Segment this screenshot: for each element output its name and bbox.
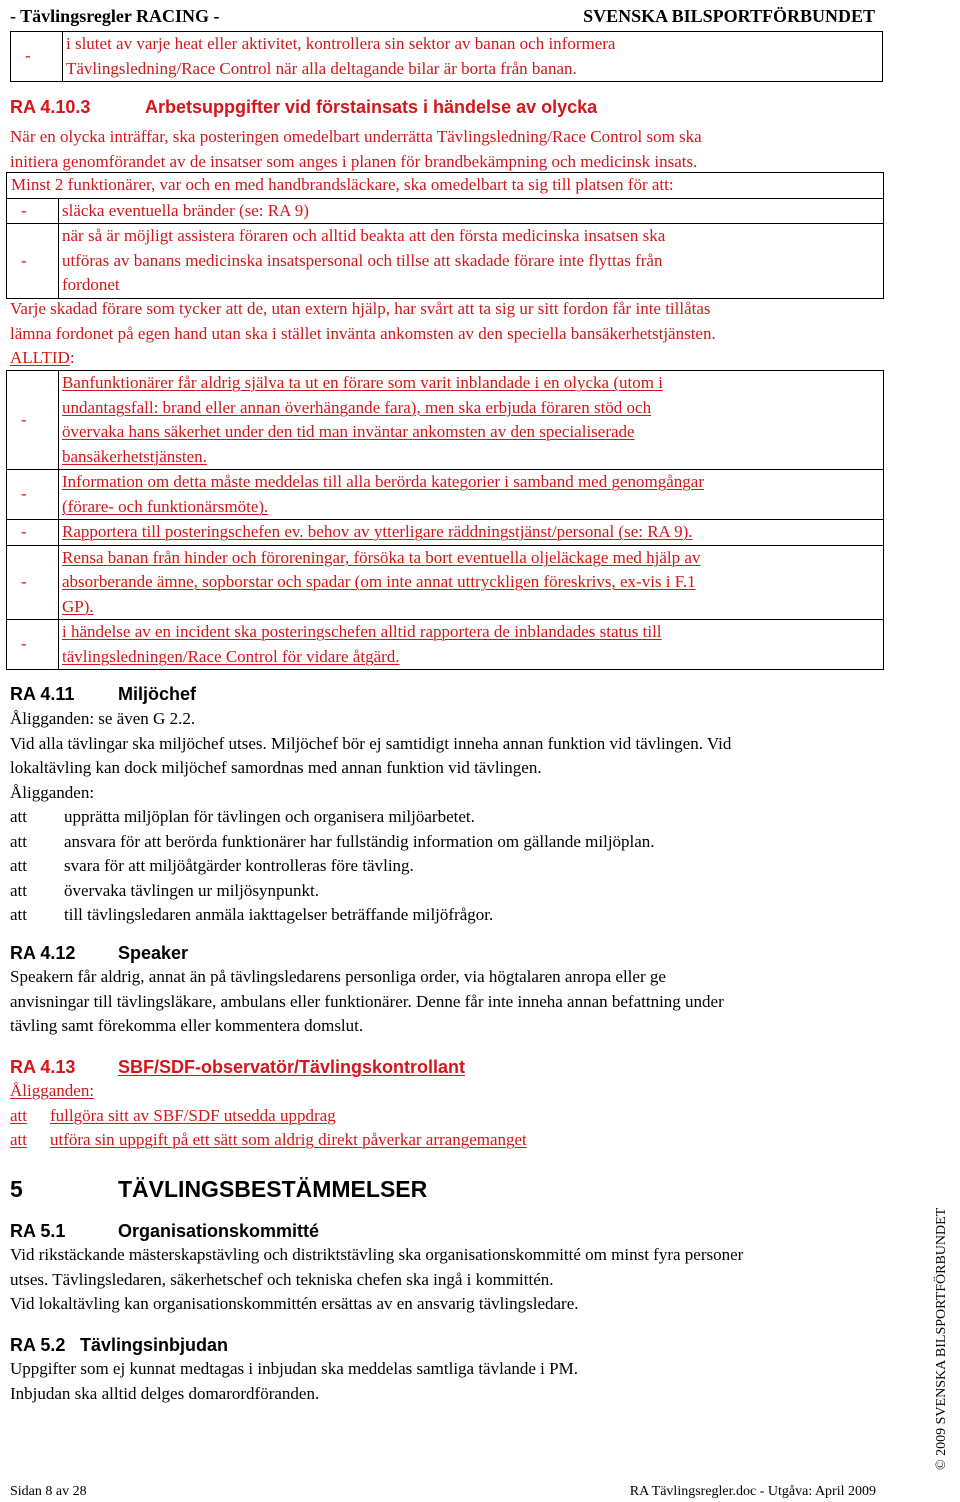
section-number: RA 4.12 [10, 943, 76, 963]
att-word: att [10, 831, 27, 851]
att-text: fullgöra sitt av SBF/SDF utsedda uppdrag [50, 1105, 336, 1125]
text-line: Banfunktionärer får aldrig själva ta ut en förare som varit inblandade i en olycka (utom i [62, 373, 663, 392]
text-line: Rensa banan från hinder och föroreningar, försöka ta bort eventuella oljeläckage med hjälp av [62, 547, 701, 567]
chapter-title: TÄVLINGSBESTÄMMELSER [118, 1176, 428, 1202]
footer-document-info: RA Tävlingsregler.doc - Utgåva: April 2009 [629, 1484, 876, 1499]
page-header [10, 4, 875, 28]
list-dash: - [7, 198, 59, 224]
text-line: Information om detta måste meddelas till alla berörda kategorier i samband med genomgångar [62, 472, 704, 491]
text-line: Åligganden: [10, 1081, 95, 1100]
att-item [10, 805, 910, 830]
section-intro [10, 125, 910, 174]
section-heading-51 [10, 1219, 319, 1244]
att-word: att [10, 807, 27, 826]
section-number: RA 4.13 [10, 1057, 76, 1077]
section-number: RA 4.11 [10, 684, 75, 704]
text-line: Speakern får aldrig, annat än på tävlingsledarens personliga order, via högtalaren anropa eller ge [10, 967, 666, 986]
side-copyright-text: © 2009 SVENSKA BILSPORTFÖRBUNDET [934, 1207, 949, 1470]
text-line: i händelse av en incident ska posteringschefen alltid rapportera de inblandades status till [62, 622, 662, 641]
text-line: släcka eventuella bränder (se: RA 9) [62, 200, 309, 220]
text-line: lokaltävling kan dock miljöchef samordnas med annan funktion vid tävlingen. [10, 758, 542, 777]
section-number: RA 5.2 [10, 1335, 66, 1355]
text-line: GP). [62, 596, 94, 616]
top-box-line: i slutet av varje heat eller aktivitet, kontrollera sin sektor av banan och informera [66, 34, 616, 53]
chapter-heading [10, 1174, 427, 1204]
text-line: anvisningar till tävlingsläkare, ambulans eller funktionärer. Denne får inte inneha annan befattning under [10, 991, 724, 1011]
text-line: tävlingsledningen/Race Control för vidare åtgärd. [62, 646, 400, 666]
list-dash: - [7, 224, 59, 299]
att-item [10, 879, 910, 904]
alltid-box [6, 370, 884, 670]
section-body-52 [10, 1357, 910, 1406]
text-line: bansäkerhetstjänsten. [62, 446, 207, 466]
att-item [10, 830, 910, 855]
section-heading-411 [10, 682, 196, 707]
section-title: SBF/SDF-observatör/Tävlingskontrollant [118, 1057, 466, 1077]
top-box-dash: - [11, 32, 63, 82]
att-text: utföra sin uppgift på ett sätt som aldrig direkt påverkar arrangemanget [50, 1130, 527, 1149]
text-line: när så är möjligt assistera föraren och alltid beakta att den första medicinska insatsen ska [62, 226, 666, 245]
section-title: Arbetsuppgifter vid förstainsats i händelse av olycka [145, 97, 598, 117]
text-line: Vid rikstäckande mästerskapstävling och distriktstävling ska organisationskommitté om minst fyra personer [10, 1245, 744, 1264]
list-item [59, 198, 884, 224]
side-copyright [932, 1190, 960, 1470]
att-item [10, 1104, 910, 1129]
text-line: Vid lokaltävling kan organisationskommittén ersättas av en ansvarig tävlingsledare. [10, 1294, 579, 1313]
section-body-412 [10, 965, 950, 1039]
att-text: till tävlingsledaren anmäla iakttagelser beträffande miljöfrågor. [64, 905, 494, 924]
section-heading-413 [10, 1055, 465, 1080]
att-word: att [10, 856, 27, 875]
header-left: - Tävlingsregler RACING - [10, 6, 220, 26]
alltid-label [10, 346, 75, 371]
section-title: Tävlingsinbjudan [80, 1335, 229, 1355]
box-lead: Minst 2 funktionärer, var och en med handbrandsläckare, ska omedelbart ta sig till platsen för att: [7, 173, 884, 199]
att-item [10, 903, 910, 928]
text-line: tävling samt förekomma eller kommentera domslut. [10, 1016, 364, 1035]
alltid-word: ALLTID [10, 348, 70, 367]
att-word: att [10, 880, 27, 900]
text-line: (förare- och funktionärsmöte). [62, 496, 269, 516]
list-dash: - [7, 371, 59, 470]
text-line: lämna fordonet på egen hand utan ska i stället invänta ankomsten av den speciella bansäkerhetstjänsten. [10, 323, 716, 343]
text-line: utses. Tävlingsledaren, säkerhetschef och tekniska chefen ska ingå i kommittén. [10, 1269, 554, 1289]
page-footer [10, 1482, 876, 1502]
text-line: utföras av banans medicinska insatspersonal och tillse att skadade förare inte flyttas från [62, 250, 663, 270]
att-text: upprätta miljöplan för tävlingen och organisera miljöarbetet. [64, 807, 475, 826]
top-box-line: Tävlingsledning/Race Control när alla deltagande bilar är borta från banan. [66, 58, 577, 78]
top-box-text [63, 32, 883, 82]
text-line: Vid alla tävlingar ska miljöchef utses. Miljöchef bör ej samtidigt inneha annan funktion vid tävlingen. Vid [10, 733, 732, 753]
header-right: SVENSKA BILSPORTFÖRBUNDET [583, 6, 875, 26]
att-text: ansvara för att berörda funktionärer har fullständig information om gällande miljöplan. [64, 831, 655, 851]
section-heading-4103 [10, 95, 597, 120]
text-line: Varje skadad förare som tycker att de, utan extern hjälp, har svårt att ta sig ur sitt fordon får inte tillåtas [10, 299, 711, 318]
injured-driver-note [10, 297, 960, 346]
section-number: RA 4.10.3 [10, 97, 91, 117]
list-dash: - [7, 620, 59, 670]
section-number: RA 5.1 [10, 1221, 66, 1241]
top-box [10, 31, 883, 82]
section-title: Speaker [118, 943, 189, 963]
first-response-box [6, 172, 884, 299]
list-item [59, 545, 884, 620]
section-body-413 [10, 1079, 910, 1153]
text-line: När en olycka inträffar, ska posteringen omedelbart underrätta Tävlingsledning/Race Control som ska [10, 127, 702, 146]
text-line: Inbjudan ska alltid delges domarordföranden. [10, 1383, 320, 1403]
text-line: Åligganden: se även G 2.2. [10, 709, 196, 728]
section-body-411 [10, 707, 910, 928]
text-line: undantagsfall: brand eller annan överhängande fara), men ska erbjuda föraren stöd och [62, 397, 652, 417]
att-item [10, 1128, 910, 1153]
section-heading-412 [10, 941, 188, 966]
alltid-colon: : [69, 348, 75, 367]
footer-page-number: Sidan 8 av 28 [10, 1484, 87, 1499]
text-line: Rapportera till posteringschefen ev. behov av ytterligare räddningstjänst/personal (se: RA 9). [62, 522, 693, 541]
list-item [59, 470, 884, 520]
att-word: att [10, 905, 27, 924]
att-word: att [10, 1130, 27, 1149]
att-item [10, 854, 910, 879]
list-item [59, 620, 884, 670]
list-dash: - [7, 545, 59, 620]
list-item [59, 520, 884, 546]
list-item [59, 224, 884, 299]
text-line: initiera genomförandet av de insatser som anges i planen för brandbekämpning och medicinsk insats. [10, 151, 698, 171]
att-word: att [10, 1105, 27, 1125]
list-item [59, 371, 884, 470]
list-dash: - [7, 470, 59, 520]
att-text: övervaka tävlingen ur miljösynpunkt. [64, 880, 319, 900]
att-text: svara för att miljöåtgärder kontrolleras före tävling. [64, 856, 414, 875]
section-title: Miljöchef [118, 684, 197, 704]
text-line: fordonet [62, 275, 120, 294]
chapter-number: 5 [10, 1176, 23, 1202]
text-line: Åligganden: [10, 782, 95, 802]
section-body-51 [10, 1243, 930, 1317]
section-title: Organisationskommitté [118, 1221, 320, 1241]
list-dash: - [7, 520, 59, 546]
text-line: absorberande ämne, sopborstar och spadar (om inte annat uttryckligen föreskrivs, ex-vis i F.1 [62, 572, 696, 591]
text-line: Uppgifter som ej kunnat medtagas i inbjudan ska meddelas samtliga tävlande i PM. [10, 1359, 578, 1378]
section-heading-52 [10, 1333, 228, 1358]
text-line: övervaka hans säkerhet under den tid man inväntar ankomsten av den specialiserade [62, 422, 635, 441]
